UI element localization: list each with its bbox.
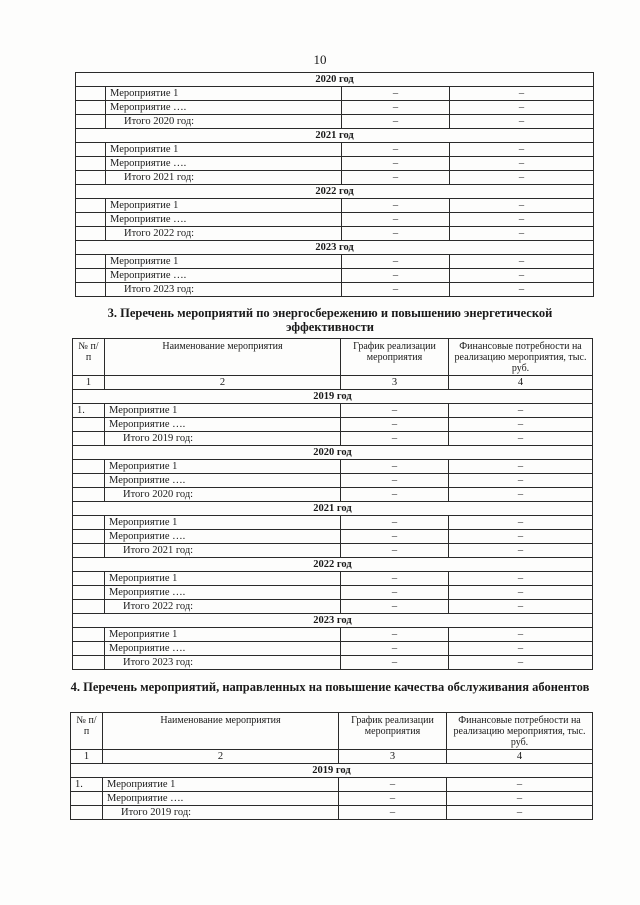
schedule-value: –	[341, 432, 449, 446]
finance-value: –	[449, 488, 593, 502]
finance-value: –	[450, 87, 594, 101]
schedule-value: –	[341, 628, 449, 642]
finance-value: –	[449, 474, 593, 488]
measure-name: Мероприятие ….	[106, 101, 342, 115]
table-row	[73, 404, 593, 418]
schedule-value: –	[341, 474, 449, 488]
measure-name: Мероприятие 1	[106, 199, 342, 213]
finance-value: –	[449, 586, 593, 600]
measure-name: Итого 2022 год:	[105, 600, 341, 614]
finance-value: –	[450, 101, 594, 115]
row-number	[73, 474, 105, 488]
year-row	[76, 185, 594, 199]
table-row	[73, 488, 593, 502]
table-row	[73, 460, 593, 474]
schedule-value: –	[341, 642, 449, 656]
row-number	[73, 642, 105, 656]
row-number	[73, 432, 105, 446]
schedule-value: –	[342, 255, 450, 269]
year-row	[76, 129, 594, 143]
year-row	[76, 241, 594, 255]
finance-value: –	[449, 516, 593, 530]
finance-value: –	[450, 171, 594, 185]
header-row	[73, 339, 593, 376]
column-number: 3	[339, 750, 447, 764]
year-row	[73, 614, 593, 628]
table-row	[76, 157, 594, 171]
row-number	[73, 516, 105, 530]
table-row	[76, 227, 594, 241]
table-row	[76, 115, 594, 129]
table-row	[76, 199, 594, 213]
row-number	[73, 544, 105, 558]
row-number	[73, 586, 105, 600]
schedule-value: –	[342, 283, 450, 297]
column-header: График реализации мероприятия	[341, 339, 449, 376]
row-number	[76, 255, 106, 269]
finance-value: –	[449, 572, 593, 586]
row-number: 1.	[71, 778, 103, 792]
measure-name: Итого 2021 год:	[105, 544, 341, 558]
finance-value: –	[449, 656, 593, 670]
year-label: 2021 год	[73, 502, 593, 516]
year-label: 2023 год	[76, 241, 594, 255]
year-label: 2019 год	[71, 764, 593, 778]
schedule-value: –	[341, 572, 449, 586]
schedule-value: –	[341, 460, 449, 474]
measure-name: Мероприятие ….	[105, 418, 341, 432]
schedule-value: –	[342, 171, 450, 185]
table-row	[73, 516, 593, 530]
column-header: Наименование мероприятия	[105, 339, 341, 376]
column-number-row	[71, 750, 593, 764]
finance-value: –	[449, 628, 593, 642]
table-row	[73, 432, 593, 446]
column-number-row	[73, 376, 593, 390]
finance-value: –	[449, 600, 593, 614]
row-number: 1.	[73, 404, 105, 418]
schedule-value: –	[339, 806, 447, 820]
measure-name: Мероприятие ….	[105, 530, 341, 544]
schedule-value: –	[342, 87, 450, 101]
finance-value: –	[450, 269, 594, 283]
row-number	[73, 600, 105, 614]
measure-name: Итого 2020 год:	[106, 115, 342, 129]
measure-name: Мероприятие ….	[106, 213, 342, 227]
finance-value: –	[449, 544, 593, 558]
measure-name: Мероприятие 1	[106, 255, 342, 269]
row-number	[76, 227, 106, 241]
table-row	[73, 628, 593, 642]
finance-value: –	[450, 227, 594, 241]
header-row	[71, 713, 593, 750]
schedule-value: –	[342, 101, 450, 115]
measure-name: Итого 2020 год:	[105, 488, 341, 502]
section4-table	[70, 712, 593, 820]
column-number: 2	[105, 376, 341, 390]
column-number: 1	[71, 750, 103, 764]
schedule-value: –	[342, 227, 450, 241]
measure-name: Мероприятие 1	[103, 778, 339, 792]
schedule-value: –	[339, 792, 447, 806]
page-number: 10	[313, 52, 327, 67]
table-row	[73, 418, 593, 432]
schedule-value: –	[341, 600, 449, 614]
row-number	[76, 101, 106, 115]
measure-name: Мероприятие ….	[105, 474, 341, 488]
row-number	[76, 143, 106, 157]
finance-value: –	[450, 157, 594, 171]
measure-name: Итого 2019 год:	[103, 806, 339, 820]
year-label: 2023 год	[73, 614, 593, 628]
schedule-value: –	[341, 586, 449, 600]
schedule-value: –	[342, 143, 450, 157]
row-number	[73, 656, 105, 670]
measure-name: Мероприятие ….	[106, 157, 342, 171]
finance-value: –	[447, 792, 593, 806]
finance-value: –	[450, 283, 594, 297]
finance-value: –	[450, 199, 594, 213]
schedule-value: –	[341, 404, 449, 418]
finance-value: –	[449, 642, 593, 656]
schedule-value: –	[342, 157, 450, 171]
table-row	[76, 255, 594, 269]
row-number	[73, 628, 105, 642]
table-row	[73, 586, 593, 600]
row-number	[73, 418, 105, 432]
measure-name: Мероприятие 1	[105, 460, 341, 474]
column-header: Финансовые потребности на реализацию мероприятия, тыс. руб.	[447, 713, 593, 750]
row-number	[76, 157, 106, 171]
measure-name: Мероприятие 1	[105, 572, 341, 586]
table-row	[76, 87, 594, 101]
measure-name: Итого 2023 год:	[105, 656, 341, 670]
row-number	[76, 213, 106, 227]
column-header: Наименование мероприятия	[103, 713, 339, 750]
year-row	[73, 390, 593, 404]
table-row	[73, 474, 593, 488]
table-row	[76, 283, 594, 297]
measure-name: Итого 2021 год:	[106, 171, 342, 185]
table-row	[76, 269, 594, 283]
year-row	[73, 446, 593, 460]
row-number	[76, 171, 106, 185]
table-row	[76, 143, 594, 157]
finance-value: –	[449, 432, 593, 446]
column-number: 4	[449, 376, 593, 390]
table-row	[71, 792, 593, 806]
section3-table	[72, 338, 593, 670]
measure-name: Мероприятие 1	[106, 143, 342, 157]
finance-value: –	[449, 530, 593, 544]
year-label: 2020 год	[76, 73, 594, 87]
measure-name: Мероприятие ….	[103, 792, 339, 806]
table-row	[73, 530, 593, 544]
table-row	[71, 778, 593, 792]
column-number: 4	[447, 750, 593, 764]
schedule-value: –	[342, 269, 450, 283]
column-number: 3	[341, 376, 449, 390]
row-number	[71, 806, 103, 820]
finance-value: –	[447, 806, 593, 820]
measure-name: Мероприятие 1	[105, 516, 341, 530]
row-number	[76, 283, 106, 297]
finance-value: –	[449, 404, 593, 418]
table-row	[73, 600, 593, 614]
year-row	[71, 764, 593, 778]
finance-value: –	[447, 778, 593, 792]
column-number: 2	[103, 750, 339, 764]
year-label: 2022 год	[73, 558, 593, 572]
year-label: 2021 год	[76, 129, 594, 143]
measure-name: Мероприятие 1	[105, 628, 341, 642]
schedule-value: –	[342, 213, 450, 227]
table-row	[71, 806, 593, 820]
table-row	[76, 171, 594, 185]
row-number	[73, 530, 105, 544]
section3-title: 3. Перечень мероприятий по энергосбережению и повышению энергетической эффективности	[107, 306, 553, 334]
column-header: № п/п	[73, 339, 105, 376]
year-label: 2022 год	[76, 185, 594, 199]
schedule-value: –	[342, 199, 450, 213]
column-number: 1	[73, 376, 105, 390]
column-header: График реализации мероприятия	[339, 713, 447, 750]
column-header: № п/п	[71, 713, 103, 750]
finance-value: –	[449, 460, 593, 474]
measure-name: Итого 2022 год:	[106, 227, 342, 241]
schedule-value: –	[339, 778, 447, 792]
year-row	[73, 502, 593, 516]
schedule-value: –	[341, 656, 449, 670]
finance-value: –	[450, 143, 594, 157]
row-number	[71, 792, 103, 806]
table-row	[73, 642, 593, 656]
schedule-value: –	[341, 530, 449, 544]
measure-name: Мероприятие ….	[105, 586, 341, 600]
table-row	[73, 544, 593, 558]
row-number	[73, 488, 105, 502]
row-number	[76, 115, 106, 129]
measure-name: Мероприятие ….	[106, 269, 342, 283]
row-number	[76, 199, 106, 213]
table-row	[73, 656, 593, 670]
row-number	[76, 87, 106, 101]
top-table	[75, 72, 594, 297]
year-label: 2020 год	[73, 446, 593, 460]
schedule-value: –	[341, 516, 449, 530]
measure-name: Мероприятие ….	[105, 642, 341, 656]
row-number	[73, 460, 105, 474]
finance-value: –	[449, 418, 593, 432]
row-number	[76, 269, 106, 283]
schedule-value: –	[341, 544, 449, 558]
year-label: 2019 год	[73, 390, 593, 404]
finance-value: –	[450, 255, 594, 269]
finance-value: –	[450, 115, 594, 129]
finance-value: –	[450, 213, 594, 227]
column-header: Финансовые потребности на реализацию мероприятия, тыс. руб.	[449, 339, 593, 376]
table-row	[76, 213, 594, 227]
measure-name: Итого 2023 год:	[106, 283, 342, 297]
schedule-value: –	[341, 418, 449, 432]
measure-name: Итого 2019 год:	[105, 432, 341, 446]
schedule-value: –	[342, 115, 450, 129]
year-row	[76, 73, 594, 87]
table-row	[73, 572, 593, 586]
row-number	[73, 572, 105, 586]
table-row	[76, 101, 594, 115]
schedule-value: –	[341, 488, 449, 502]
section4-title: 4. Перечень мероприятий, направленных на повышение качества обслуживания абонентов	[70, 680, 590, 694]
year-row	[73, 558, 593, 572]
measure-name: Мероприятие 1	[105, 404, 341, 418]
measure-name: Мероприятие 1	[106, 87, 342, 101]
